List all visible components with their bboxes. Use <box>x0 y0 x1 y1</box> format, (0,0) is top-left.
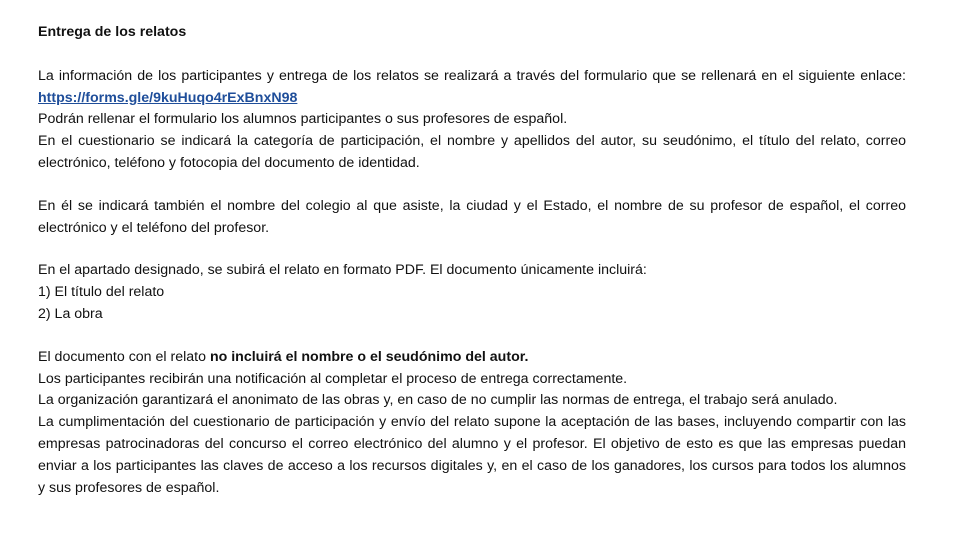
section-entrega <box>38 66 906 175</box>
paragraph-who-fills: Podrán rellenar el formulario los alumnos participantes o sus profesores de español. <box>38 111 568 128</box>
section-school-info <box>38 196 906 240</box>
paragraph-pdf-intro: En el apartado designado, se subirá el relato en formato PDF. El documento únicamente incluirá: <box>38 262 647 279</box>
paragraph-form-info-text: La información de los participantes y entrega de los relatos se realizará a través del formulario que se rellenará en el siguiente enlace: <box>38 67 906 84</box>
section-rules <box>38 347 906 500</box>
page-title: Entrega de los relatos <box>38 24 187 40</box>
paragraph-school: En él se indicará también el nombre del colegio al que asiste, la ciudad y el Estado, el nombre de su profesor de español, el correo electrónico y el teléfono del profesor. <box>38 197 906 236</box>
anonymity-emphasis: no incluirá el nombre o el seudónimo del autor. <box>209 348 529 365</box>
paragraph-form-info <box>38 66 906 110</box>
list-item: 2) La obra <box>38 305 103 322</box>
paragraph-organization: La organización garantizará el anonimato de las obras y, en caso de no cumplir las normas de entrega, el trabajo será anulado. <box>38 392 838 409</box>
paragraph-notification: Los participantes recibirán una notificación al completar el proceso de entrega correctamente. <box>38 370 628 387</box>
document-page <box>38 22 906 520</box>
paragraph-questionnaire: En el cuestionario se indicará la categoría de participación, el nombre y apellidos del autor, su seudónimo, el título del relato, correo electrónico, teléfono y fotocopia del documento de identidad. <box>38 133 906 171</box>
paragraph-acceptance: La cumplimentación del cuestionario de participación y envío del relato supone la aceptación de las bases, incluyendo compartir con las empresas patrocinadoras del concurso el correo electrónico del alumno y el profesor. El objetivo de esto es que las empresas puedan enviar a los participantes las claves de acceso a los recursos digitales y, en el caso de los ganadores, los cursos para todos los alumnos y sus profesores de español. <box>38 414 906 496</box>
paragraph-anonymity <box>38 347 906 369</box>
paragraph-anonymity-text: El documento con el relato <box>38 348 210 365</box>
form-link[interactable]: https://forms.gle/9kuHuqo4rExBnxN98 <box>38 89 298 106</box>
list-item: 1) El título del relato <box>38 284 165 301</box>
section-pdf-upload <box>38 260 906 325</box>
